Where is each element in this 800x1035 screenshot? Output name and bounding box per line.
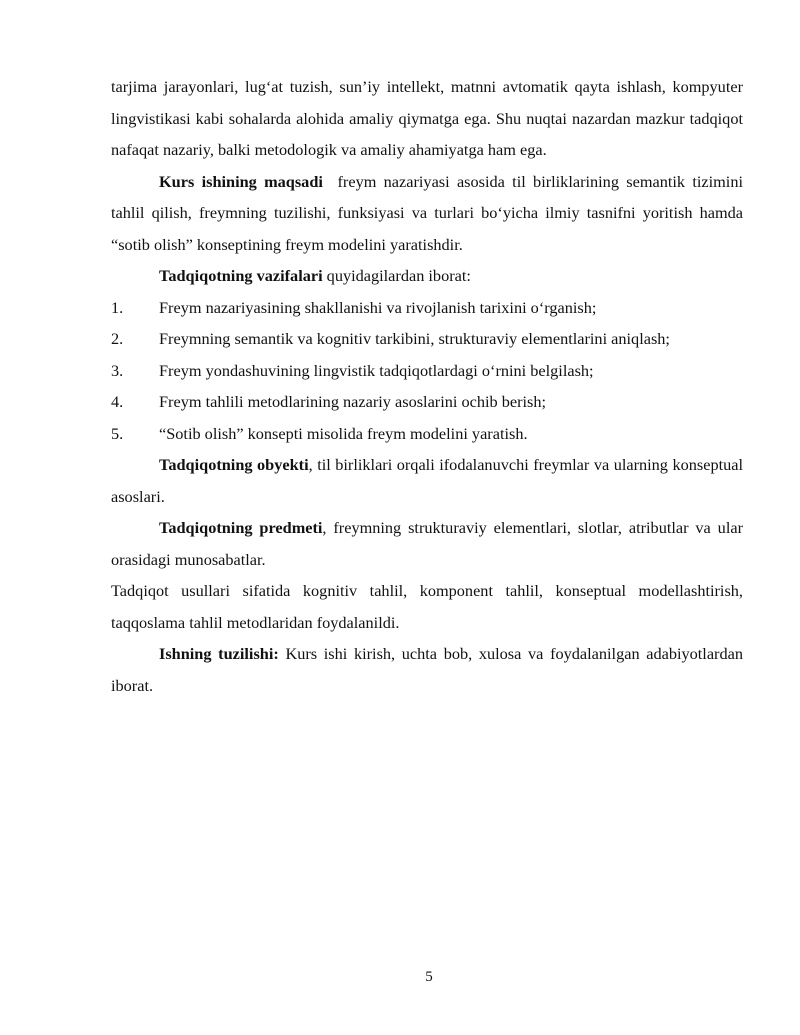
list-item — [111, 292, 743, 324]
list-item-number: 4. — [111, 392, 124, 411]
list-item-number: 2. — [111, 329, 124, 348]
subject-label: Tadqiqotning predmeti — [159, 518, 323, 537]
aim-paragraph — [111, 166, 748, 261]
aim-text: freym nazariyasi asosida til birliklarining semantik tizimini tahlil qilish, freymning tuzilishi, funksiyasi va turlari bo‘yicha ilmiy tasnifni yoritish hamda “sotib olish” konseptining freym modelini yaratishdir. — [111, 171, 748, 254]
list-item-text: Freymning semantik va kognitiv tarkibini, strukturaviy elementlarini aniqlash; — [159, 329, 670, 348]
page-number: 5 — [425, 969, 433, 985]
structure-text: Kurs ishi kirish, uchta bob, xulosa va foydalanilgan adabiyotlardan iborat. — [111, 644, 743, 695]
list-item-text: Freym tahlili metodlarining nazariy asoslarini ochib berish; — [159, 392, 547, 411]
object-paragraph — [111, 449, 743, 512]
list-item — [111, 323, 743, 355]
list-item-text: Freym nazariyasining shakllanishi va rivojlanish tarixini o‘rganish; — [159, 297, 597, 317]
list-item-number: 1. — [111, 297, 124, 317]
tasks-list — [111, 292, 743, 450]
list-item-text: “Sotib olish” konsepti misolida freym modelini yaratish. — [159, 423, 528, 443]
object-label: Tadqiqotning obyekti — [159, 455, 309, 474]
methods-paragraph: Tadqiqot usullari sifatida kognitiv tahlil, komponent tahlil, konseptual modellashtirish, taqqoslama tahlil metodlaridan foydalanildi. — [111, 581, 743, 632]
structure-paragraph — [111, 638, 743, 701]
list-item-number: 3. — [111, 360, 124, 380]
list-item-number: 5. — [111, 423, 124, 443]
list-item-text: Freym yondashuvining lingvistik tadqiqotlardagi o‘rnini belgilash; — [159, 360, 594, 380]
aim-label: Kurs ishining maqsadi — [159, 171, 323, 191]
list-item — [111, 355, 743, 387]
tasks-text: quyidagilardan iborat: — [322, 266, 471, 285]
object-text: , til birliklari orqali ifodalanuvchi freymlar va ularning konseptual asoslari. — [111, 455, 743, 506]
structure-label: Ishning tuzilishi: — [159, 644, 279, 663]
intro-continuation-paragraph: tarjima jarayonlari, lug‘at tuzish, sun’iy intellekt, matnni avtomatik qayta ishlash, kompyuter lingvistikasi kabi sohalarda alohida amaliy qiymatga ega. Shu nuqtai nazardan mazkur tadqiqot nafaqat nazariy, balki metodologik va amaliy ahamiyatga ham ega. — [111, 77, 743, 159]
tasks-heading-paragraph — [111, 260, 743, 292]
tasks-label: Tadqiqotning vazifalari — [159, 266, 323, 285]
subject-paragraph — [111, 512, 743, 575]
document-page — [111, 71, 748, 701]
subject-text: , freymning strukturaviy elementlari, slotlar, atributlar va ular orasidagi munosabatlar. — [111, 518, 743, 569]
list-item — [111, 418, 743, 450]
list-item — [111, 386, 743, 418]
